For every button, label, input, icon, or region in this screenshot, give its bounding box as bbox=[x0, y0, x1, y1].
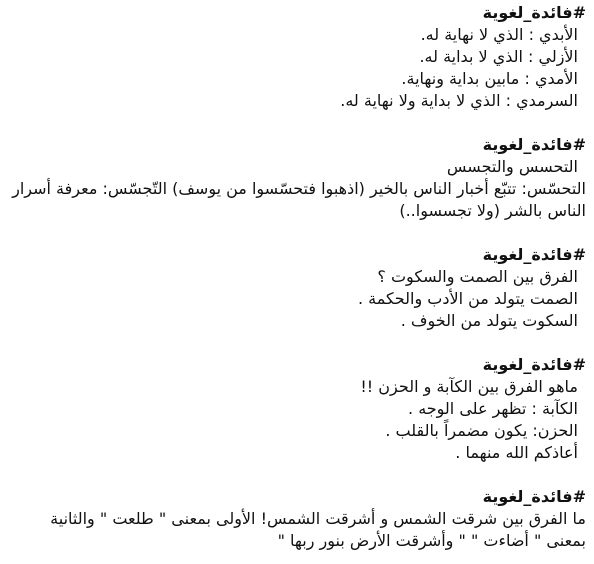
text-line: الفرق بين الصمت والسكوت ؟ bbox=[377, 267, 578, 286]
text-line: الحزن: يكون مضمراً بالقلب . bbox=[385, 421, 578, 440]
section-hashtag-heading: #فائدة_لغوية bbox=[482, 3, 586, 22]
note-section-sunrise bbox=[6, 486, 586, 552]
text-line: السكوت يتولد من الخوف . bbox=[400, 311, 578, 330]
note-section-silence bbox=[6, 244, 586, 332]
text-line: الكآبة : تظهر على الوجه . bbox=[408, 399, 578, 418]
section-hashtag-heading: #فائدة_لغوية bbox=[482, 245, 586, 264]
note-section-eternity-terms bbox=[6, 2, 586, 112]
note-section-tahassus-tajassus bbox=[6, 134, 586, 222]
text-line: أعاذكم الله منهما . bbox=[455, 443, 578, 462]
text-line: السرمدي : الذي لا بداية ولا نهاية له. bbox=[340, 91, 578, 110]
text-line: الأزلي : الذي لا بداية له. bbox=[419, 47, 578, 66]
text-line: الأمدي : مابين بداية ونهاية. bbox=[401, 69, 578, 88]
text-paragraph: ما الفرق بين شرقت الشمس و أشرقت الشمس! الأولى بمعنى " طلعت " والثانية بمعنى " أضاءت " " وأشرقت الأرض بنور ربها " bbox=[50, 509, 586, 550]
section-hashtag-heading: #فائدة_لغوية bbox=[482, 135, 586, 154]
text-line: الصمت يتولد من الأدب والحكمة . bbox=[357, 289, 578, 308]
text-paragraph: التحسّس: تتبّع أخبار الناس بالخير (اذهبوا فتحسّسوا من يوسف) التّجسّس: معرفة أسرار الناس بالشر (ولا تجسسوا..) bbox=[12, 179, 586, 220]
note-section-gloom-sadness bbox=[6, 354, 586, 464]
section-hashtag-heading: #فائدة_لغوية bbox=[482, 355, 586, 374]
section-hashtag-heading: #فائدة_لغوية bbox=[482, 487, 586, 506]
text-line: ماهو الفرق بين الكآبة و الحزن !! bbox=[360, 377, 578, 396]
text-line: الأبدي : الذي لا نهاية له. bbox=[420, 25, 578, 44]
text-line: التحسس والتجسس bbox=[446, 157, 578, 176]
